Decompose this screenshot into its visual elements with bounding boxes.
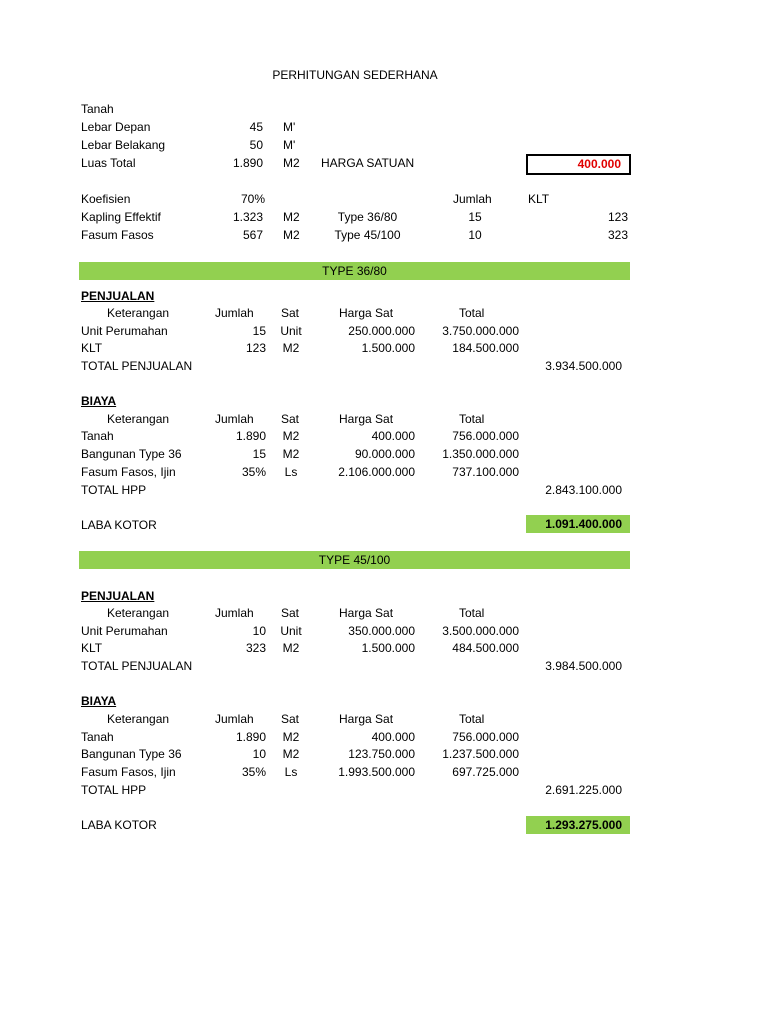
table-row-label: KLT bbox=[81, 641, 103, 655]
table-row-harga: 1.500.000 bbox=[361, 341, 415, 355]
page-title: PERHITUNGAN SEDERHANA bbox=[272, 68, 438, 82]
total-hpp-label: TOTAL HPP bbox=[81, 783, 147, 797]
table-row-harga: 1.500.000 bbox=[361, 641, 415, 655]
lebar-belakang-unit: M' bbox=[283, 138, 296, 152]
section-banner-label: TYPE 36/80 bbox=[322, 264, 387, 278]
col-harga-sat: Harga Sat bbox=[339, 306, 394, 320]
col-harga-sat: Harga Sat bbox=[339, 606, 394, 620]
fasum-unit: M2 bbox=[283, 228, 300, 242]
luas-total-label: Luas Total bbox=[81, 156, 136, 170]
table-row-label: Bangunan Type 36 bbox=[81, 747, 182, 761]
laba-kotor-label: LABA KOTOR bbox=[81, 518, 157, 532]
table-row-total: 737.100.000 bbox=[452, 465, 519, 479]
table-row-sat: M2 bbox=[282, 641, 300, 655]
laba-kotor-box bbox=[526, 515, 630, 533]
table-row-harga: 2.106.000.000 bbox=[338, 465, 415, 479]
biaya-title: BIAYA bbox=[81, 394, 117, 408]
table-row-label: Bangunan Type 36 bbox=[81, 447, 182, 461]
harga-satuan-box bbox=[526, 154, 631, 175]
table-row-jumlah: 35% bbox=[241, 465, 266, 479]
kapling-label: Kapling Effektif bbox=[81, 210, 161, 224]
table-row-total: 756.000.000 bbox=[452, 730, 519, 744]
penjualan-title: PENJUALAN bbox=[81, 589, 155, 603]
table-row-jumlah: 10 bbox=[252, 747, 266, 761]
col-keterangan: Keterangan bbox=[107, 712, 170, 726]
table-row-harga: 400.000 bbox=[371, 730, 415, 744]
table-row-total: 3.750.000.000 bbox=[442, 324, 519, 338]
table-row-sat: Unit bbox=[280, 324, 302, 338]
table-row-label: Unit Perumahan bbox=[81, 324, 168, 338]
table-row-total: 1.237.500.000 bbox=[442, 747, 519, 761]
col-keterangan: Keterangan bbox=[107, 306, 170, 320]
tanah-label: Tanah bbox=[81, 102, 114, 116]
fasum-klt: 323 bbox=[607, 228, 628, 242]
table-row-sat: Ls bbox=[284, 465, 298, 479]
table-row-total: 756.000.000 bbox=[452, 429, 519, 443]
table-row-label: Fasum Fasos, Ijin bbox=[81, 465, 176, 479]
total-penjualan-label: TOTAL PENJUALAN bbox=[81, 659, 193, 673]
table-row-label: Unit Perumahan bbox=[81, 624, 168, 638]
table-row-total: 697.725.000 bbox=[452, 765, 519, 779]
laba-kotor-box bbox=[526, 816, 630, 834]
table-row-jumlah: 10 bbox=[252, 624, 266, 638]
kapling-jumlah: 15 bbox=[468, 210, 482, 224]
col-total: Total bbox=[459, 606, 485, 620]
col-sat: Sat bbox=[281, 306, 300, 320]
table-row-label: KLT bbox=[81, 341, 103, 355]
total-penjualan-label: TOTAL PENJUALAN bbox=[81, 359, 193, 373]
col-jumlah: Jumlah bbox=[215, 712, 254, 726]
table-row-label: Tanah bbox=[81, 730, 114, 744]
table-row-harga: 400.000 bbox=[371, 429, 415, 443]
lebar-depan-value: 45 bbox=[249, 120, 263, 134]
col-total: Total bbox=[459, 412, 485, 426]
kapling-klt: 123 bbox=[607, 210, 628, 224]
table-row-label: Tanah bbox=[81, 429, 114, 443]
col-jumlah: Jumlah bbox=[215, 606, 254, 620]
kapling-unit: M2 bbox=[283, 210, 300, 224]
table-row-total: 184.500.000 bbox=[452, 341, 519, 355]
fasum-value: 567 bbox=[242, 228, 263, 242]
klt-col-header: KLT bbox=[528, 192, 550, 206]
table-row-harga: 90.000.000 bbox=[354, 447, 415, 461]
table-row-harga: 250.000.000 bbox=[348, 324, 415, 338]
total-penjualan-value: 3.984.500.000 bbox=[545, 659, 622, 673]
table-row-sat: M2 bbox=[282, 747, 300, 761]
lebar-depan-unit: M' bbox=[283, 120, 296, 134]
table-row-sat: M2 bbox=[282, 730, 300, 744]
table-row-jumlah: 1.890 bbox=[235, 730, 266, 744]
table-row-jumlah: 1.890 bbox=[235, 429, 266, 443]
table-row-harga: 350.000.000 bbox=[348, 624, 415, 638]
table-row-sat: M2 bbox=[282, 447, 300, 461]
kapling-type: Type 36/80 bbox=[337, 210, 398, 224]
section-banner-type-45 bbox=[79, 551, 630, 569]
lebar-belakang-value: 50 bbox=[249, 138, 263, 152]
section-banner-type-36 bbox=[79, 262, 630, 280]
table-row-harga: 123.750.000 bbox=[348, 747, 415, 761]
table-row-jumlah: 15 bbox=[252, 447, 266, 461]
harga-satuan-label: HARGA SATUAN bbox=[321, 156, 415, 170]
luas-total-unit: M2 bbox=[283, 156, 300, 170]
fasum-label: Fasum Fasos bbox=[81, 228, 154, 242]
lebar-belakang-label: Lebar Belakang bbox=[81, 138, 166, 152]
table-row-sat: Unit bbox=[280, 624, 302, 638]
section-banner-label: TYPE 45/100 bbox=[318, 553, 391, 567]
koefisien-value: 70% bbox=[241, 192, 266, 206]
laba-kotor-value: 1.293.275.000 bbox=[545, 818, 622, 832]
total-hpp-value: 2.691.225.000 bbox=[545, 783, 622, 797]
table-row-sat: Ls bbox=[284, 765, 298, 779]
col-total: Total bbox=[459, 712, 485, 726]
total-hpp-label: TOTAL HPP bbox=[81, 483, 147, 497]
col-sat: Sat bbox=[281, 712, 300, 726]
col-keterangan: Keterangan bbox=[107, 412, 170, 426]
col-sat: Sat bbox=[281, 606, 300, 620]
table-row-sat: M2 bbox=[282, 341, 300, 355]
harga-satuan-value: 400.000 bbox=[577, 157, 621, 171]
table-row-sat: M2 bbox=[282, 429, 300, 443]
koefisien-label: Koefisien bbox=[81, 192, 131, 206]
table-row-label: Fasum Fasos, Ijin bbox=[81, 765, 176, 779]
table-row-jumlah: 123 bbox=[245, 341, 266, 355]
table-row-jumlah: 323 bbox=[245, 641, 266, 655]
total-penjualan-value: 3.934.500.000 bbox=[545, 359, 622, 373]
table-row-jumlah: 15 bbox=[252, 324, 266, 338]
penjualan-title: PENJUALAN bbox=[81, 289, 155, 303]
col-sat: Sat bbox=[281, 412, 300, 426]
table-row-total: 484.500.000 bbox=[452, 641, 519, 655]
col-total: Total bbox=[459, 306, 485, 320]
luas-total-value: 1.890 bbox=[232, 156, 263, 170]
biaya-title: BIAYA bbox=[81, 694, 117, 708]
total-hpp-value: 2.843.100.000 bbox=[545, 483, 622, 497]
lebar-depan-label: Lebar Depan bbox=[81, 120, 151, 134]
col-jumlah: Jumlah bbox=[215, 306, 254, 320]
col-harga-sat: Harga Sat bbox=[339, 712, 394, 726]
table-row-jumlah: 35% bbox=[241, 765, 266, 779]
col-keterangan: Keterangan bbox=[107, 606, 170, 620]
laba-kotor-label: LABA KOTOR bbox=[81, 818, 157, 832]
fasum-jumlah: 10 bbox=[468, 228, 482, 242]
table-row-harga: 1.993.500.000 bbox=[338, 765, 415, 779]
laba-kotor-value: 1.091.400.000 bbox=[545, 517, 622, 531]
col-harga-sat: Harga Sat bbox=[339, 412, 394, 426]
kapling-value: 1.323 bbox=[232, 210, 263, 224]
table-row-total: 1.350.000.000 bbox=[442, 447, 519, 461]
table-row-total: 3.500.000.000 bbox=[442, 624, 519, 638]
col-jumlah: Jumlah bbox=[215, 412, 254, 426]
jumlah-col-header: Jumlah bbox=[453, 192, 492, 206]
fasum-type: Type 45/100 bbox=[334, 228, 401, 242]
